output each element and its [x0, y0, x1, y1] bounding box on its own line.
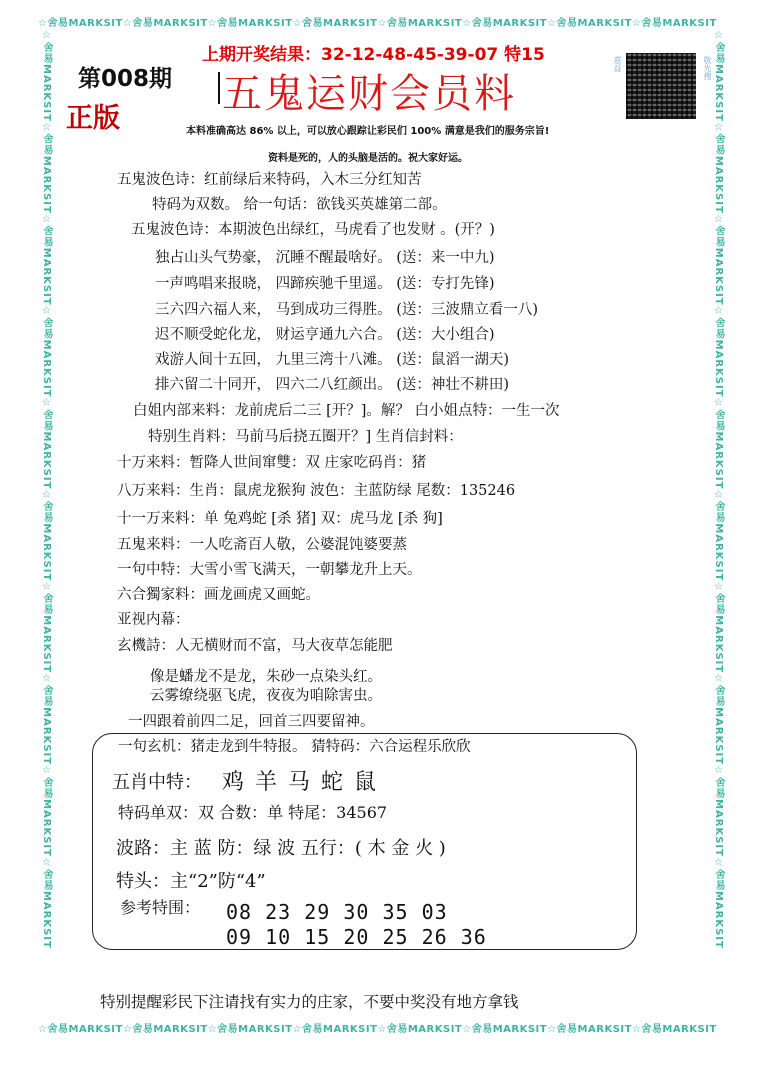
text-line: 五鬼来料：一人吃斋百人敬，公婆混饨婆要蒸	[117, 537, 407, 553]
side-label-right: 敬光搜	[703, 56, 712, 80]
text-line: 一声鸣唱来报晓， 四蹄疾驰千里遥。 (送：专打先锋)	[155, 276, 495, 292]
watermark-left: ☆舍易MARKSIT☆舍易MARKSIT☆舍易MARKSIT☆舍易MARKSIT☆舍易MARKSIT☆舍易MARKSIT☆舍易MARKSIT☆舍易MARKSIT☆舍易MARKSIT☆舍易MARKSIT	[41, 30, 52, 949]
page-title: 五鬼运财会员料	[222, 71, 516, 117]
text-line: 一句中特：大雪小雪飞满天，一朝攀龙升上天。	[117, 562, 422, 578]
text-line: 五鬼波色诗：红前绿后来特码，入木三分红知苦	[117, 172, 422, 188]
side-label-left: 嘉益	[613, 56, 622, 72]
five-zodiac-label: 五肖中特：	[112, 772, 202, 793]
text-line: 独占山头气势豪， 沉睡不醒最啥好。 (送：来一中九)	[155, 250, 495, 266]
text-line: 亚视内幕：	[117, 612, 190, 628]
footer-reminder: 特别提醒彩民下注请找有实力的庄家，不要中奖没有地方拿钱	[100, 993, 519, 1011]
text-line: 云雾缭绕驱飞虎，夜夜为咱除害虫。	[150, 688, 382, 704]
slogan-accuracy: 本料准确高达 86% 以上，可以放心跟踪让彩民们 100% 满意是我们的服务宗旨!	[186, 126, 550, 137]
text-line: 十一万来料：单 兔鸡蛇 [杀 猪] 双：虎马龙 [杀 狗]	[117, 511, 443, 527]
title-divider	[218, 72, 220, 104]
text-line: 排六留二十同开， 四六二八红颜出。 (送：神壮不耕田)	[155, 377, 510, 393]
wave-line: 波路：主 蓝 防：绿 波 五行：( 木 金 火 )	[116, 838, 446, 859]
odd-even-line: 特码单双：双 合数：单 特尾：34567	[118, 803, 388, 822]
watermark-top: ☆舍易MARKSIT☆舍易MARKSIT☆舍易MARKSIT☆舍易MARKSIT☆舍易MARKSIT☆舍易MARKSIT☆舍易MARKSIT☆舍易MARKSIT	[38, 18, 717, 28]
hint-line: 一句玄机：猪走龙到牛特报。 猜特码：六合运程乐欣欣	[118, 739, 471, 755]
text-line: 戏游人间十五回， 九里三湾十八滩。 (送：鼠滔一湖天)	[155, 352, 510, 368]
text-line: 玄機詩：人无横财而不富，马大夜草怎能肥	[117, 638, 393, 654]
five-zodiac-values: 鸡 羊 马 蛇 鼠	[222, 770, 378, 795]
last-draw-result: 上期开奖结果：32-12-48-45-39-07 特15	[202, 45, 545, 65]
slogan-luck: 资料是死的，人的头脑是活的。祝大家好运。	[268, 153, 468, 164]
watermark-bottom: ☆舍易MARKSIT☆舍易MARKSIT☆舍易MARKSIT☆舍易MARKSIT☆舍易MARKSIT☆舍易MARKSIT☆舍易MARKSIT☆舍易MARKSIT	[38, 1024, 717, 1034]
text-line: 白姐内部来料：龙前虎后二三 [开？]。解？ 白小姐点特：一生一次	[133, 403, 560, 419]
watermark-right: ☆舍易MARKSIT☆舍易MARKSIT☆舍易MARKSIT☆舍易MARKSIT☆舍易MARKSIT☆舍易MARKSIT☆舍易MARKSIT☆舍易MARKSIT☆舍易MARKSIT☆舍易MARKSIT	[713, 30, 724, 949]
text-line: 特别生肖料：马前马后挠五圈开？] 生肖信封料：	[148, 429, 463, 445]
text-line: 五鬼波色诗：本期波色出绿红，马虎看了也发财 。(开？)	[131, 222, 495, 238]
text-line: 一四跟着前四二足，回首三四要留神。	[128, 714, 375, 730]
text-line: 特码为双数。 给一句话：欲钱买英雄第二部。	[152, 197, 447, 213]
qr-code-image	[626, 53, 696, 119]
text-line: 六合獨家料：画龙画虎又画蛇。	[117, 587, 320, 603]
issue-number: 第008期	[78, 66, 173, 92]
text-line: 八万来料：生肖：鼠虎龙猴狗 波色：主蓝防绿 尾数：135246	[117, 483, 516, 499]
text-line: 像是蟠龙不是龙，朱砂一点染头红。	[150, 669, 382, 685]
reference-numbers-row1: 08 23 29 30 35 03	[226, 900, 448, 924]
text-line: 三六四六福人来， 马到成功三得胜。 (送：三波鼎立看一八)	[155, 302, 539, 318]
reference-label: 参考特围：	[120, 898, 201, 917]
text-line: 十万来料：暂降人世间窜雙：双 庄家吃码肖：猪	[117, 455, 427, 471]
reference-numbers-row2: 09 10 15 20 25 26 36	[226, 925, 487, 949]
head-line: 特头：主“2”防“4”	[116, 871, 266, 892]
edition-label: 正版	[66, 103, 120, 134]
text-line: 迟不顺受蛇化龙， 财运亨通九六合。 (送：大小组合)	[155, 327, 495, 343]
